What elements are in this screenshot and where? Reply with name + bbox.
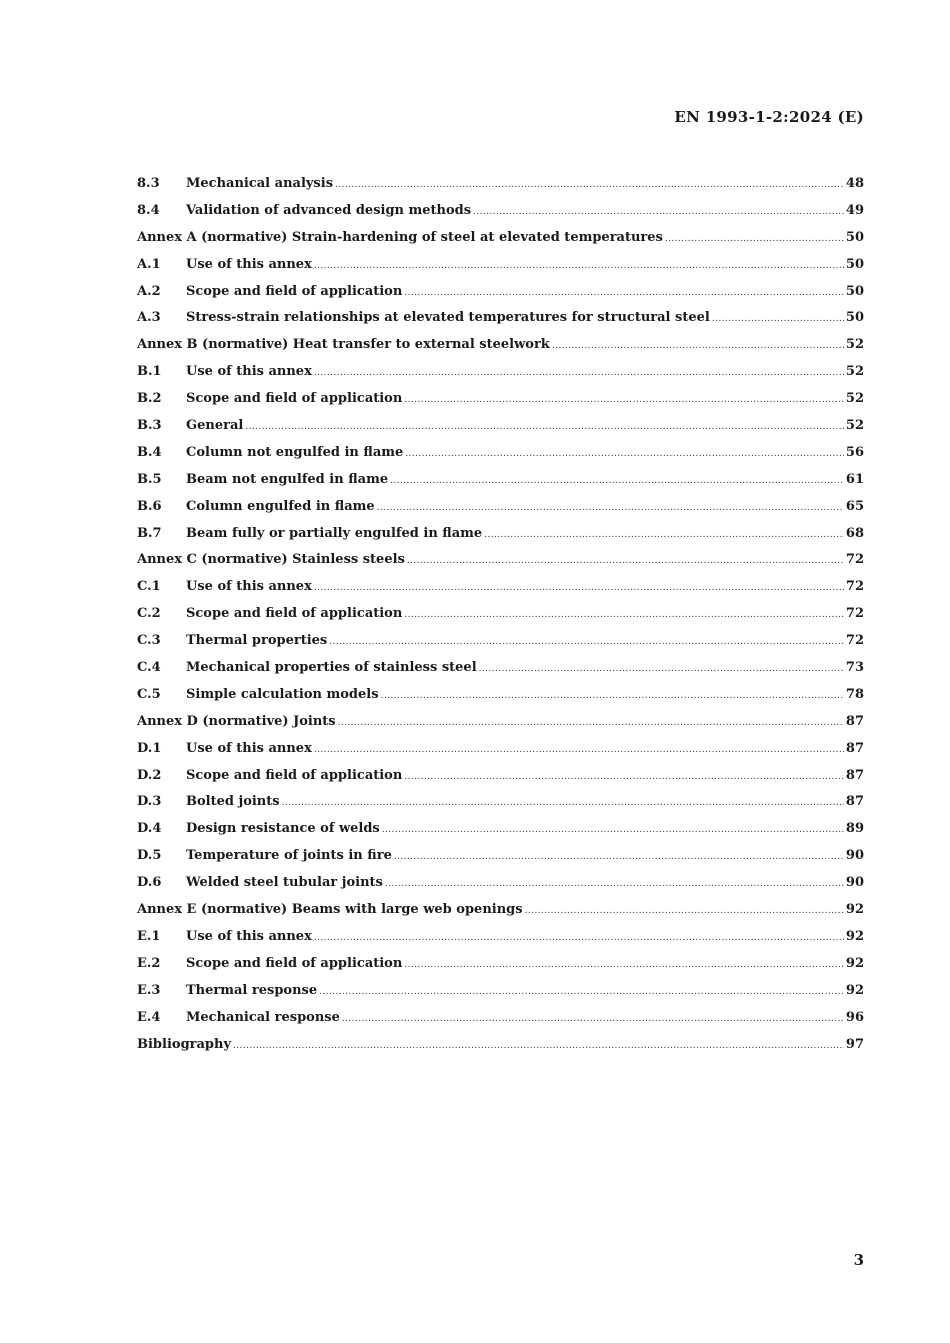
toc-entry-page: 78 xyxy=(845,686,864,702)
toc-entry-title: Annex B (normative) Heat transfer to external steelwork xyxy=(137,337,550,353)
toc-entry-number: A.3 xyxy=(137,310,161,326)
toc-entry-page: 72 xyxy=(845,579,864,595)
toc-entry-number: D.2 xyxy=(137,767,162,783)
toc-entry[interactable] xyxy=(137,794,864,821)
toc-entry-page: 92 xyxy=(845,902,864,918)
toc-entry-title: Column engulfed in flame xyxy=(186,498,375,514)
toc-dot-leader xyxy=(484,530,844,540)
toc-entry[interactable] xyxy=(137,230,864,257)
toc-entry-title: Validation of advanced design methods xyxy=(186,202,472,218)
toc-entry[interactable] xyxy=(137,310,864,337)
toc-entry-page: 87 xyxy=(845,794,864,810)
toc-entry[interactable] xyxy=(137,983,864,1010)
toc-entry-title: Use of this annex xyxy=(186,256,312,272)
toc-entry[interactable] xyxy=(137,768,864,795)
toc-entry-number: D.6 xyxy=(137,875,162,891)
toc-dot-leader xyxy=(314,745,844,755)
toc-entry-page: 89 xyxy=(845,821,864,837)
toc-entry[interactable] xyxy=(137,606,864,633)
toc-entry-title: Thermal properties xyxy=(186,633,328,649)
toc-dot-leader xyxy=(404,772,844,782)
toc-entry-page: 90 xyxy=(845,875,864,891)
toc-entry-page: 61 xyxy=(845,471,864,487)
toc-entry[interactable] xyxy=(137,875,864,902)
toc-entry-number: D.1 xyxy=(137,740,162,756)
toc-entry-number: A.2 xyxy=(137,283,161,299)
toc-entry-page: 52 xyxy=(845,364,864,380)
toc-entry[interactable] xyxy=(137,821,864,848)
toc-entry[interactable] xyxy=(137,633,864,660)
toc-entry-number: B.7 xyxy=(137,525,162,541)
toc-dot-leader xyxy=(314,261,844,271)
toc-dot-leader xyxy=(381,691,844,701)
toc-entry-title: Use of this annex xyxy=(186,928,312,944)
toc-entry-title: Beam fully or partially engulfed in flame xyxy=(186,525,483,541)
toc-entry-number: 8.4 xyxy=(137,202,160,218)
toc-entry[interactable] xyxy=(137,929,864,956)
toc-entry-number: C.4 xyxy=(137,660,161,676)
toc-dot-leader xyxy=(407,556,844,566)
toc-entry[interactable] xyxy=(137,499,864,526)
toc-dot-leader xyxy=(282,798,844,808)
toc-entry[interactable] xyxy=(137,687,864,714)
toc-dot-leader xyxy=(552,341,844,351)
toc-dot-leader xyxy=(404,960,844,970)
toc-entry-page: 68 xyxy=(845,525,864,541)
toc-entry[interactable] xyxy=(137,284,864,311)
toc-entry-page: 73 xyxy=(845,660,864,676)
toc-entry[interactable] xyxy=(137,526,864,553)
toc-entry-page: 48 xyxy=(845,176,864,191)
toc-dot-leader xyxy=(314,583,844,593)
document-header: EN 1993-1-2:2024 (E) xyxy=(674,108,864,126)
toc-entry-title: Scope and field of application xyxy=(186,955,403,971)
toc-dot-leader xyxy=(382,825,844,835)
toc-dot-leader xyxy=(665,234,844,244)
toc-entry-number: 8.3 xyxy=(137,176,160,191)
toc-entry-page: 72 xyxy=(845,633,864,649)
toc-dot-leader xyxy=(319,987,844,997)
toc-dot-leader xyxy=(394,852,844,862)
toc-entry[interactable] xyxy=(137,391,864,418)
toc-dot-leader xyxy=(314,933,844,943)
toc-entry[interactable] xyxy=(137,579,864,606)
toc-entry-title: Annex C (normative) Stainless steels xyxy=(137,552,405,568)
toc-entry-title: Thermal response xyxy=(186,982,318,998)
toc-entry-number: D.5 xyxy=(137,848,162,864)
toc-entry-title: Annex D (normative) Joints xyxy=(137,713,336,729)
toc-entry-number: C.2 xyxy=(137,606,161,622)
toc-entry[interactable] xyxy=(137,418,864,445)
toc-dot-leader xyxy=(479,664,844,674)
table-of-contents xyxy=(137,176,864,1063)
toc-entry-title: Bolted joints xyxy=(186,794,280,810)
toc-entry-page: 87 xyxy=(845,767,864,783)
toc-entry-title: Mechanical properties of stainless steel xyxy=(186,660,477,676)
toc-entry-title: Mechanical analysis xyxy=(186,176,334,191)
toc-dot-leader xyxy=(405,449,844,459)
toc-entry-title: Annex E (normative) Beams with large web openings xyxy=(137,902,523,918)
toc-entry[interactable] xyxy=(137,848,864,875)
toc-entry-number: B.3 xyxy=(137,418,162,434)
toc-entry-number: B.6 xyxy=(137,498,162,514)
toc-entry-title: Use of this annex xyxy=(186,740,312,756)
toc-entry-number: B.4 xyxy=(137,444,162,460)
toc-entry-page: 52 xyxy=(845,391,864,407)
toc-entry[interactable] xyxy=(137,1037,864,1064)
toc-entry-page: 52 xyxy=(845,337,864,353)
toc-entry-title: Simple calculation models xyxy=(186,686,379,702)
toc-entry-number: E.1 xyxy=(137,928,161,944)
toc-entry[interactable] xyxy=(137,552,864,579)
toc-entry-page: 92 xyxy=(845,982,864,998)
toc-entry-title: Design resistance of welds xyxy=(186,821,380,837)
toc-dot-leader xyxy=(385,879,844,889)
toc-entry[interactable] xyxy=(137,472,864,499)
toc-entry-page: 50 xyxy=(845,256,864,272)
toc-dot-leader xyxy=(525,906,844,916)
toc-dot-leader xyxy=(338,718,844,728)
toc-entry-page: 52 xyxy=(845,418,864,434)
toc-entry-page: 92 xyxy=(845,928,864,944)
toc-entry[interactable] xyxy=(137,257,864,284)
toc-entry-page: 87 xyxy=(845,713,864,729)
toc-entry-title: Bibliography xyxy=(137,1036,232,1052)
toc-entry-page: 90 xyxy=(845,848,864,864)
toc-dot-leader xyxy=(377,503,844,513)
toc-entry[interactable] xyxy=(137,445,864,472)
toc-dot-leader xyxy=(329,637,844,647)
toc-dot-leader xyxy=(712,314,844,324)
toc-dot-leader xyxy=(473,207,844,217)
toc-dot-leader xyxy=(314,368,844,378)
toc-entry-title: Beam not engulfed in flame xyxy=(186,471,389,487)
toc-entry-title: Use of this annex xyxy=(186,579,312,595)
toc-entry-page: 72 xyxy=(845,606,864,622)
toc-entry-title: Annex A (normative) Strain-hardening of steel at elevated temperatures xyxy=(137,229,663,245)
toc-dot-leader xyxy=(404,610,844,620)
toc-entry[interactable] xyxy=(137,203,864,230)
toc-dot-leader xyxy=(245,422,844,432)
toc-entry-page: 65 xyxy=(845,498,864,514)
toc-entry-title: Scope and field of application xyxy=(186,283,403,299)
page-number: 3 xyxy=(853,1251,864,1269)
toc-entry-title: Scope and field of application xyxy=(186,767,403,783)
toc-entry[interactable] xyxy=(137,660,864,687)
toc-entry-page: 56 xyxy=(845,444,864,460)
toc-dot-leader xyxy=(342,1014,844,1024)
toc-entry-number: C.1 xyxy=(137,579,161,595)
toc-entry-number: B.2 xyxy=(137,391,162,407)
toc-entry-page: 97 xyxy=(845,1036,864,1052)
toc-entry[interactable] xyxy=(137,956,864,983)
toc-entry[interactable] xyxy=(137,1010,864,1037)
toc-dot-leader xyxy=(404,288,844,298)
toc-entry-number: E.4 xyxy=(137,1009,161,1025)
toc-entry[interactable] xyxy=(137,364,864,391)
toc-dot-leader xyxy=(233,1041,844,1051)
toc-entry-title: Mechanical response xyxy=(186,1009,340,1025)
toc-entry-number: D.4 xyxy=(137,821,162,837)
toc-entry-page: 50 xyxy=(845,229,864,245)
toc-entry-page: 50 xyxy=(845,310,864,326)
toc-entry-title: Use of this annex xyxy=(186,364,312,380)
toc-entry-number: A.1 xyxy=(137,256,161,272)
toc-entry-page: 92 xyxy=(845,955,864,971)
toc-entry-title: Scope and field of application xyxy=(186,606,403,622)
toc-entry[interactable] xyxy=(137,714,864,741)
toc-dot-leader xyxy=(404,395,844,405)
toc-entry-number: D.3 xyxy=(137,794,162,810)
toc-entry-number: B.1 xyxy=(137,364,162,380)
toc-entry-title: Scope and field of application xyxy=(186,391,403,407)
toc-dot-leader xyxy=(335,180,844,190)
toc-entry-page: 49 xyxy=(845,202,864,218)
toc-entry-title: General xyxy=(186,418,244,434)
toc-entry-number: C.5 xyxy=(137,686,161,702)
toc-entry[interactable] xyxy=(137,902,864,929)
toc-entry-page: 72 xyxy=(845,552,864,568)
toc-entry[interactable] xyxy=(137,337,864,364)
toc-dot-leader xyxy=(390,476,844,486)
toc-entry[interactable] xyxy=(137,176,864,203)
toc-entry[interactable] xyxy=(137,741,864,768)
toc-entry-number: E.2 xyxy=(137,955,161,971)
toc-entry-title: Temperature of joints in fire xyxy=(186,848,392,864)
toc-entry-title: Welded steel tubular joints xyxy=(186,875,383,891)
toc-entry-title: Column not engulfed in flame xyxy=(186,444,404,460)
toc-entry-number: B.5 xyxy=(137,471,162,487)
toc-entry-page: 96 xyxy=(845,1009,864,1025)
toc-entry-title: Stress-strain relationships at elevated temperatures for structural steel xyxy=(186,310,710,326)
toc-entry-page: 87 xyxy=(845,740,864,756)
toc-entry-number: C.3 xyxy=(137,633,161,649)
toc-entry-page: 50 xyxy=(845,283,864,299)
toc-entry-number: E.3 xyxy=(137,982,161,998)
